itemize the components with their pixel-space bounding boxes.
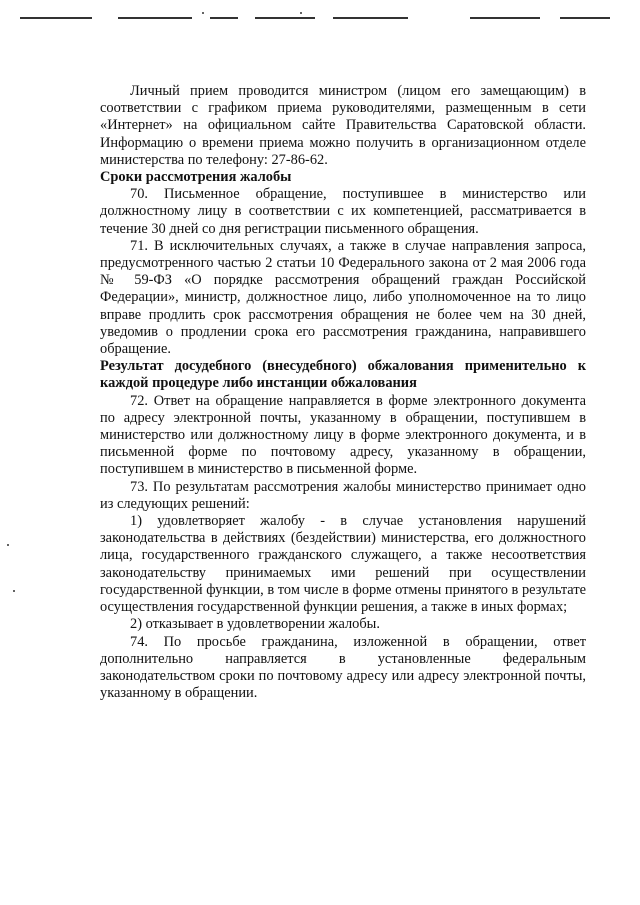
section-heading-terms: Сроки рассмотрения жалобы [100,169,292,186]
scan-top-rule [333,17,408,19]
scan-top-rule [470,17,540,19]
scan-top-rule [210,17,238,19]
paragraph-73-item-2: 2) отказывает в удовлетворении жалобы. [130,616,380,633]
scan-speck [13,590,15,592]
scan-speck [300,12,302,14]
section-heading-result: Результат досудебного (внесудебного) обжалования применительно к каждой процедуре либо инстанции обжалования [100,358,586,392]
paragraph-72: 72. Ответ на обращение направляется в форме электронного документа по адресу электронной почты, указанному в обращении, поступившем в министерство или должностному лицу в форме электронного документа, и в письменной форме по почтовому адресу, указанному в обращении, поступившем в министерство в письменной форме. [100,392,586,478]
scan-top-rule [255,17,315,19]
paragraph-73: 73. По результатам рассмотрения жалобы министерство принимает одно из следующих решений: [100,478,586,512]
scan-speck [7,544,9,546]
paragraph-73-item-1: 1) удовлетворяет жалобу - в случае установления нарушений законодательства в действиях (бездействии) министерства, его должностного лица, государственного гражданского служащего, а также несоответствия законодательству принимаемых ими решений при осуществлении государственной функции, в том числе в форме отмены принятого в результате осуществления государственной функции решения, а также в иных формах; [100,513,586,616]
scan-top-rule [118,17,192,19]
document-body [100,83,586,702]
scan-top-rule [20,17,92,19]
paragraph-70: 70. Письменное обращение, поступившее в министерство или должностному лицу в соответствии с их компетенцией, рассматривается в течение 30 дней со дня регистрации письменного обращения. [100,186,586,237]
scan-speck [202,12,204,14]
paragraph-74: 74. По просьбе гражданина, изложенной в обращении, ответ дополнительно направляется в установленные федеральным законодательством сроки по почтовому адресу или адресу электронной почты, указанному в обращении. [100,633,586,702]
scan-top-rule [560,17,610,19]
paragraph-personal-reception: Личный прием проводится министром (лицом его замещающим) в соответствии с графиком приема руководителями, размещенным в сети «Интернет» на официальном сайте Правительства Саратовской области. Информацию о времени приема можно получить в организационном отделе министерства по телефону: 27-86-62. [100,83,586,168]
paragraph-71: 71. В исключительных случаях, а также в случае направления запроса, предусмотренного частью 2 статьи 10 Федерального закона от 2 мая 2006 года № 59-ФЗ «О порядке рассмотрения обращений граждан Российской Федерации», министр, должностное лицо, либо уполномоченное на то лицо вправе продлить срок рассмотрения обращения не более чем на 30 дней, уведомив о продлении срока его рассмотрения гражданина, направившего обращение. [100,237,586,358]
